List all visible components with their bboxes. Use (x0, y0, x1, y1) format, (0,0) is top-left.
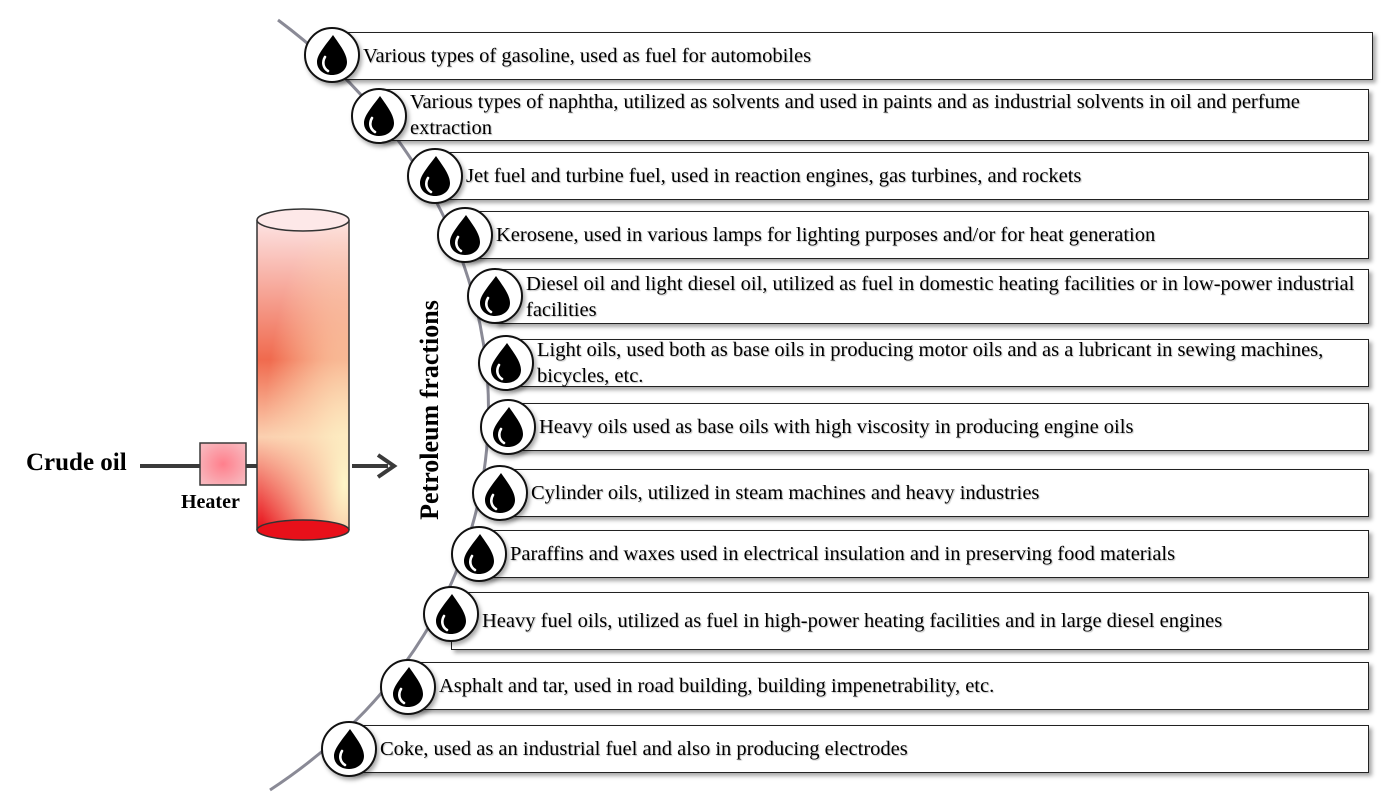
fraction-item (500, 469, 1369, 517)
oil-drop-icon (437, 207, 493, 263)
fraction-item (408, 662, 1369, 710)
oil-drop-icon (451, 526, 507, 582)
fraction-text: Diesel oil and light diesel oil, utilized as fuel in domestic heating facilities or in low-power industrial facilities (526, 272, 1355, 321)
oil-drop-icon (472, 465, 528, 521)
oil-drop-icon (304, 27, 360, 83)
heater-label: Heater (181, 491, 240, 513)
fraction-text: Paraffins and waxes used in electrical insulation and in preserving food materials (510, 543, 1176, 565)
fraction-text: Cylinder oils, utilized in steam machines and heavy industries (531, 482, 1040, 504)
fraction-item (451, 592, 1369, 650)
petroleum-fractions-title: Petroleum fractions (415, 300, 444, 520)
fraction-text: Jet fuel and turbine fuel, used in reaction engines, gas turbines, and rockets (466, 165, 1082, 187)
fraction-item (465, 211, 1369, 259)
fraction-item (332, 32, 1373, 80)
oil-drop-icon (480, 399, 536, 455)
oil-drop-icon (351, 88, 407, 144)
oil-drop-icon (407, 148, 463, 204)
oil-drop-icon (423, 586, 479, 642)
distillation-column (257, 209, 349, 540)
oil-drop-icon (380, 659, 436, 715)
fraction-item (349, 725, 1369, 773)
fraction-text: Asphalt and tar, used in road building, building impenetrability, etc. (439, 675, 995, 697)
fraction-item (506, 339, 1369, 387)
crude-oil-label: Crude oil (26, 449, 127, 476)
fraction-text: Heavy oils used as base oils with high viscosity in producing engine oils (539, 416, 1134, 438)
fraction-text: Kerosene, used in various lamps for lighting purposes and/or for heat generation (496, 224, 1156, 246)
fraction-text: Coke, used as an industrial fuel and also in producing electrodes (380, 738, 908, 760)
heater-box (200, 443, 246, 485)
fraction-text: Various types of gasoline, used as fuel for automobiles (363, 45, 812, 67)
fraction-text: Light oils, used both as base oils in producing motor oils and as a lubricant in sewing machines, bicycles, etc. (537, 339, 1324, 387)
fraction-item (479, 530, 1369, 578)
oil-drop-icon (321, 721, 377, 777)
oil-drop-icon (478, 335, 534, 391)
fraction-item (379, 89, 1369, 141)
fraction-text: Heavy fuel oils, utilized as fuel in high-power heating facilities and in large diesel engines (482, 610, 1223, 632)
fraction-text: Various types of naphtha, utilized as solvents and used in paints and as industrial solvents in oil and perfume extraction (410, 91, 1300, 139)
oil-drop-icon (467, 268, 523, 324)
output-arrow (352, 455, 394, 477)
fraction-item (435, 152, 1369, 200)
fraction-item (495, 269, 1369, 324)
fraction-item (508, 403, 1369, 451)
